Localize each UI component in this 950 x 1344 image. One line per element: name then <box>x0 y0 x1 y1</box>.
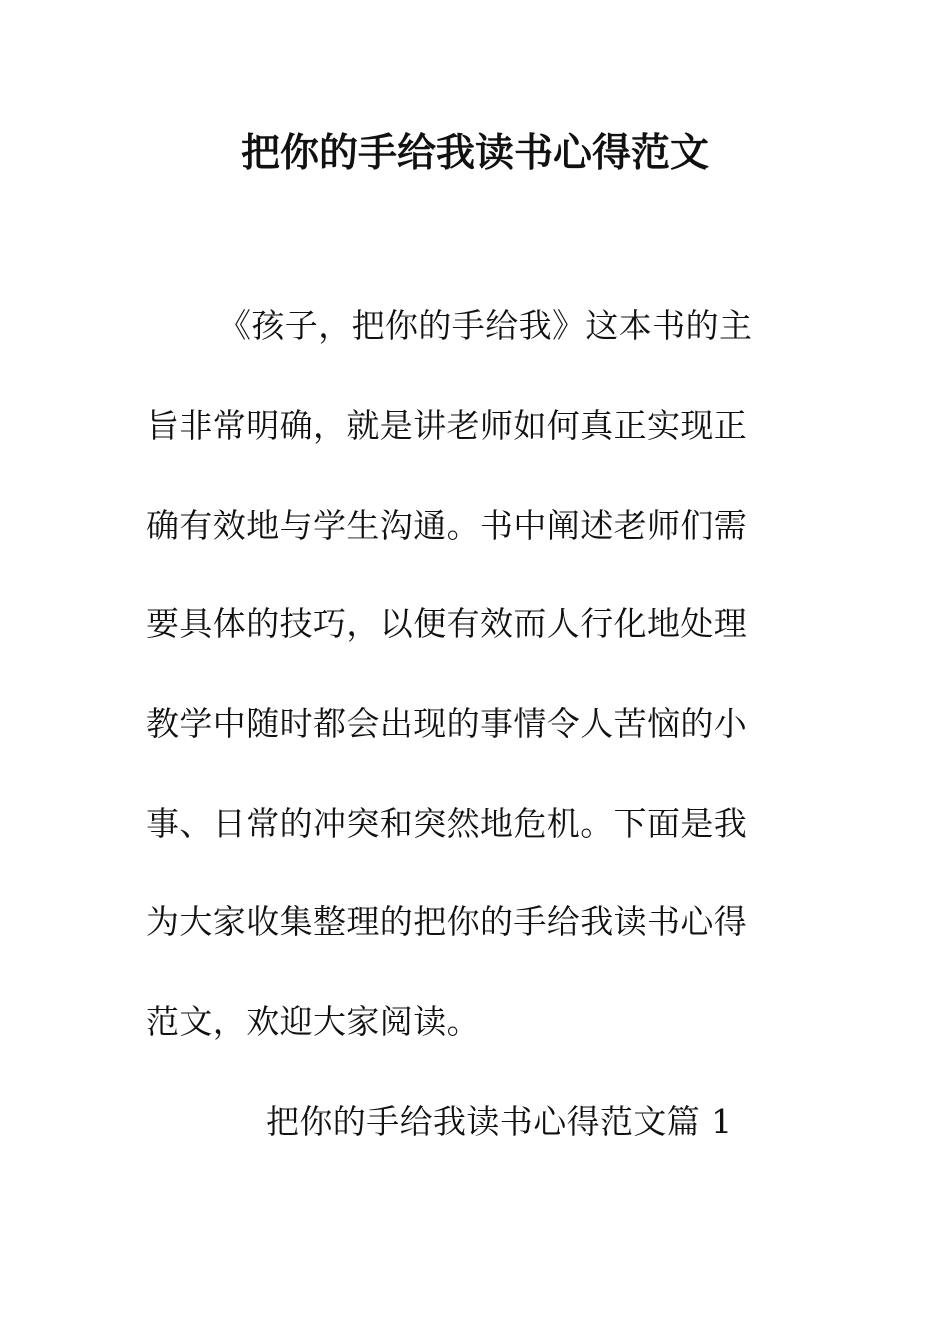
paragraph-line: 《孩子，把你的手给我》这本书的主 <box>218 306 753 345</box>
paragraph-line: 要具体的技巧，以便有效而人行化地处理 <box>146 604 748 643</box>
paragraph-line: 确有效地与学生沟通。书中阐述老师们需 <box>146 506 748 545</box>
paragraph-line: 事、日常的冲突和突然地危机。下面是我 <box>146 804 748 843</box>
paragraph-line: 教学中随时都会出现的事情令人苦恼的小 <box>146 704 748 743</box>
section-heading: 把你的手给我读书心得范文篇 1 <box>266 1102 733 1141</box>
paragraph-line: 范文，欢迎大家阅读。 <box>146 1002 480 1041</box>
paragraph-line: 为大家收集整理的把你的手给我读书心得 <box>146 902 748 941</box>
paragraph-line: 旨非常明确，就是讲老师如何真正实现正 <box>146 406 748 445</box>
document-title: 把你的手给我读书心得范文 <box>240 131 709 176</box>
